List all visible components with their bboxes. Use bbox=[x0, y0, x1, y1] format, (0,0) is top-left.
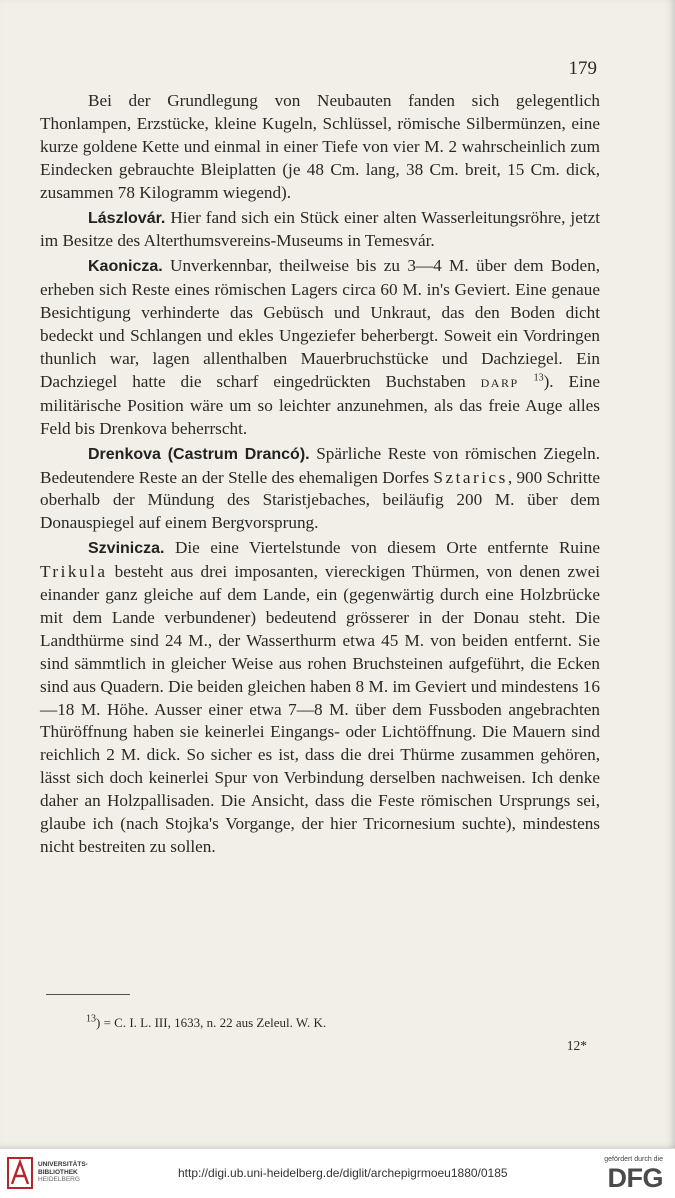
page-number: 179 bbox=[568, 58, 597, 79]
paragraph bbox=[40, 207, 600, 254]
text-run: Bei der Grundlegung von Neubauten fanden sich gelegentlich Thonlampen, Erzstücke, kleine Kugeln, Schlüssel, römische Silbermünzen, eine kurze goldene Kette und einmal in einer Tiefe von vier M. 2 wahrscheinlich zum Eindecken gebrauchte Bleiplatten (je 48 Cm. lang, 38 Cm. breit, 15 Cm. dick, zusammen 78 Kilogramm wiegend). bbox=[40, 91, 600, 202]
signature-mark: 12* bbox=[566, 1038, 587, 1053]
text-run: Die eine Viertelstunde von diesem Orte entfernte Ruine bbox=[164, 538, 600, 558]
spaced-name: Sztarics bbox=[433, 467, 508, 487]
viewer-footer bbox=[0, 1148, 675, 1198]
paragraph bbox=[40, 443, 600, 536]
text-run bbox=[519, 372, 534, 391]
body-text bbox=[40, 90, 600, 861]
spaced-name: Trikula bbox=[40, 562, 108, 582]
text-run: Unverkennbar, theilweise bis zu 3—4 M. über dem Boden, erheben sich Reste eines römischen Lagers circa 60 M. in's Geviert. Eine genaue Besichtigung verhinderte das Gebüsch und Unkraut, das den Boden dicht bedeckt und Schlangen und ekles Ungeziefer beherbergt. Soweit ein Vordringen thunlich war, lagen allenthalben Mauerbruchstücke und Dachziegel. Ein Dachziegel hatte die scharf eingedrückten Buchstaben bbox=[40, 256, 600, 391]
footnote bbox=[86, 1015, 326, 1031]
dfg-logo: DFG bbox=[607, 1163, 663, 1193]
footnote-marker: 13 bbox=[86, 1013, 96, 1025]
place-heading: Kaonicza. bbox=[88, 258, 163, 276]
text-run: Spärliche Reste von römischen Ziegeln. Bedeutendere Reste an der Stelle des ehemaligen Dorfes bbox=[40, 443, 600, 487]
paragraph bbox=[40, 255, 600, 440]
paragraph bbox=[40, 90, 600, 205]
footnote-reference: 13 bbox=[533, 372, 544, 384]
place-heading: Szvinicza. bbox=[88, 540, 165, 558]
text-run: besteht aus drei imposanten, viereckigen Thürmen, von denen zwei einander ganz gleiche auf dem Lande, ein (gegenwärtig durch eine Holzbrücke mit dem Lande verbundener) bedeutend grösserer in der Donau steht. Die Landthürme sind 24 M., der Wasserthurm etwa 45 M. von beiden entfernt. Sie sind sämmtlich in gleicher Weise aus rohen Bruchsteinen aufgeführt, die Ecken sind aus Quadern. Die beiden gleichen haben 8 M. im Geviert und mindestens 16—18 M. Höhe. Ausser einer etwa 7—8 M. über dem Fussboden angebrachten Thüröffnung haben sie keinerlei Eingangs- oder Lichtöffnung. Die Mauern sind reichlich 2 M. dick. So sicher es ist, dass die drei Thürme zusammen gehören, lässt sich doch keinerlei Spur von Verbindung derselben nachweisen. Ich denke daher an Holzpallisaden. Die Ansicht, dass die Feste römischen Ursprungs sei, glaube ich (nach Stojka's Vorgange, der hier Tricornesium suchte), mindestens nicht bestreiten zu sollen. bbox=[40, 562, 600, 856]
place-heading: Drenkova (Castrum Drancó). bbox=[88, 445, 310, 463]
funding-caption: gefördert durch die bbox=[604, 1156, 663, 1163]
text-run: Hier fand sich ein Stück einer alten Wasserleitungsröhre, jetzt im Besitze des Alterthumsvereins-Museums in Temesvár. bbox=[40, 207, 600, 251]
inscription-letters: DARP bbox=[480, 375, 519, 390]
paragraph bbox=[40, 537, 600, 859]
university-library-logo-icon bbox=[6, 1156, 34, 1190]
footnote-divider bbox=[46, 994, 130, 995]
library-name bbox=[38, 1161, 88, 1184]
text-run: , 900 Schritte oberhalb der Mündung des Staristjebaches, beiläufig 200 M. über dem Donauspiegel auf einem Bergvorsprung. bbox=[40, 467, 600, 533]
library-name-line: BIBLIOTHEK bbox=[38, 1168, 78, 1176]
permalink[interactable]: http://digi.ub.uni-heidelberg.de/diglit/archepigrmoeu1880/0185 bbox=[178, 1166, 508, 1180]
library-name-line: HEIDELBERG bbox=[38, 1176, 80, 1183]
footnote-text: ) = C. I. L. III, 1633, n. 22 aus Zeleul. W. K. bbox=[96, 1015, 327, 1030]
text-run: ). Eine militärische Position wäre um so leichter anzunehmen, als das freie Auge alles Feld bis Drenkova beherrscht. bbox=[40, 371, 600, 438]
place-heading: Lászlovár. bbox=[88, 209, 166, 227]
library-name-line: UNIVERSITÄTS- bbox=[38, 1161, 88, 1168]
